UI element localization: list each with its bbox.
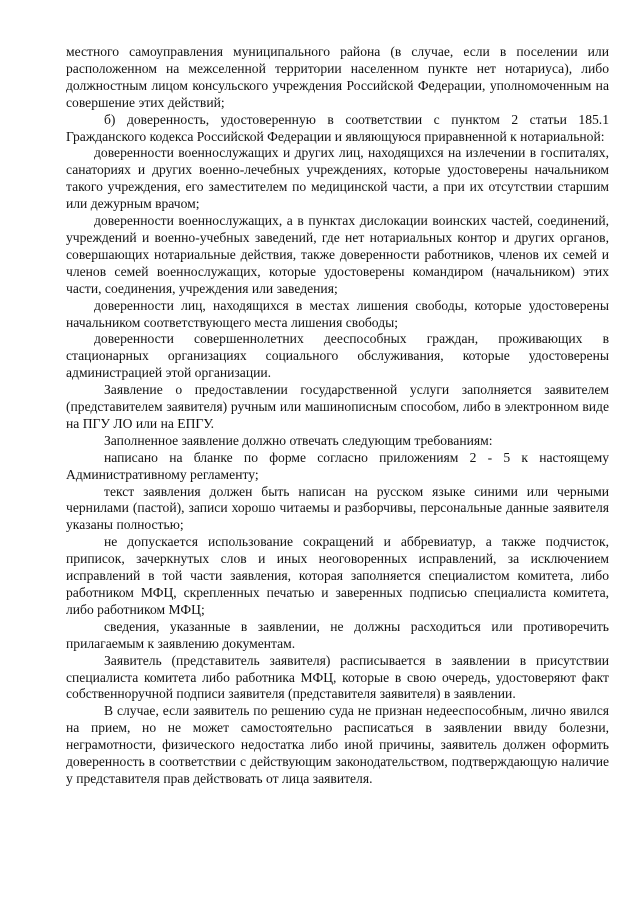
paragraph-1: б) доверенность, удостоверенную в соответствии с пунктом 2 статьи 185.1 Гражданского кодекса Российской Федерации и являющуюся приравненной к нотариальной: — [66, 111, 609, 144]
paragraph-11: сведения, указанные в заявлении, не должны расходиться или противоречить прилагаемым к заявлению документам. — [66, 618, 609, 651]
paragraph-5: доверенности совершеннолетних дееспособных граждан, проживающих в стационарных организациях социального обслуживания, которые удостоверены администрацией этой организации. — [66, 331, 609, 381]
paragraph-2: доверенности военнослужащих и других лиц, находящихся на излечении в госпиталях, санаториях и других военно-лечебных учреждениях, которые удостоверены начальником такого учреждения, его заместителем по медицинской части, а при их отсутствии старшим или дежурным врачом; — [66, 145, 609, 212]
paragraph-4: доверенности лиц, находящихся в местах лишения свободы, которые удостоверены начальником соответствующего места лишения свободы; — [66, 297, 609, 330]
paragraph-9: текст заявления должен быть написан на русском языке синими или черными чернилами (пастой), записи хорошо читаемы и разборчивы, персональные данные заявителя указаны полностью; — [66, 483, 609, 533]
paragraph-7: Заполненное заявление должно отвечать следующим требованиям: — [104, 432, 493, 448]
paragraph-12: Заявитель (представитель заявителя) расписывается в заявлении в присутствии специалиста комитета либо работника МФЦ, которые в свою очередь, удостоверяют факт собственноручной подписи заявителя (представителя заявителя) в заявлении. — [66, 652, 609, 702]
paragraph-0: местного самоуправления муниципального района (в случае, если в поселении или расположенном на межселенной территории населенном пункте нет нотариуса), либо должностным лицом консульского учреждения Российской Федерации, уполномоченным на совершение этих действий; — [66, 44, 609, 110]
paragraph-10: не допускается использование сокращений и аббревиатур, а также подчисток, приписок, зачеркнутых слов и иных неоговоренных исправлений, за исключением исправлений в той части заявления, которая заполняется специалистом комитета, либо работником МФЦ, скрепленных печатью и заверенных подписью специалиста комитета, либо работником МФЦ; — [66, 534, 609, 617]
paragraph-3: доверенности военнослужащих, а в пунктах дислокации воинских частей, соединений, учреждений и военно-учебных заведений, где нет нотариальных контор и других органов, совершающих нотариальные действия, также доверенности работников, членов их семей и членов семей военнослужащих, которые удостоверены командиром (начальником) этих части, соединения, учреждения или заведения; — [66, 213, 609, 296]
paragraph-13: В случае, если заявитель по решению суда не признан недееспособным, лично явился на прием, но не может самостоятельно расписаться в заявлении ввиду болезни, неграмотности, физического недостатка либо иной причины, заявитель должен оформить доверенность в соответствии с действующим законодательством, подтверждающую наличие у представителя прав действовать от лица заявителя. — [66, 703, 609, 786]
paragraph-8: написано на бланке по форме согласно приложениям 2 - 5 к настоящему Административному регламенту; — [66, 449, 609, 482]
paragraph-6: Заявление о предоставлении государственной услуги заполняется заявителем (представителем заявителя) ручным или машинописным способом, либо в электронном виде на ПГУ ЛО или на ЕПГУ. — [66, 382, 609, 431]
